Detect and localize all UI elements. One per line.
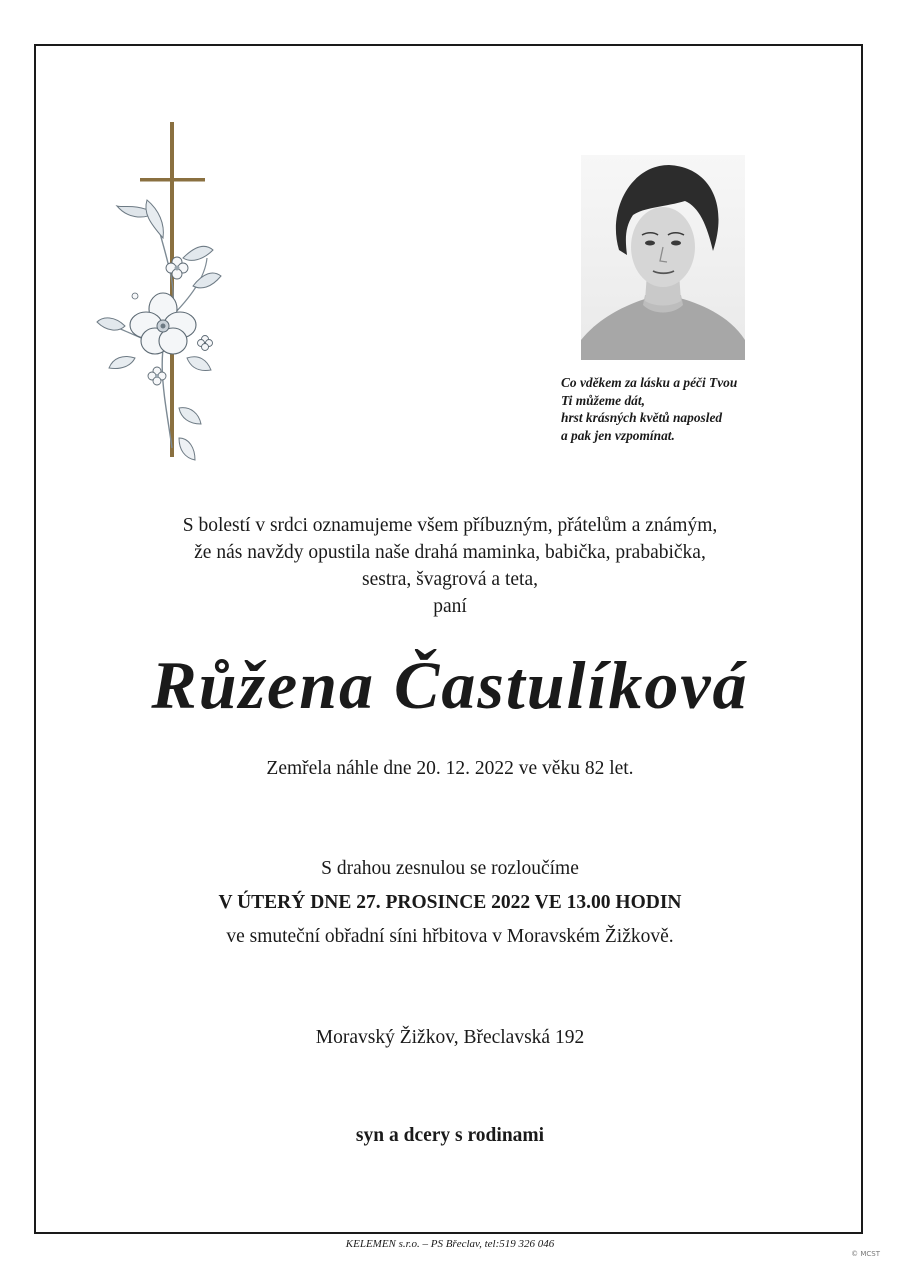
portrait-icon: [581, 155, 745, 360]
farewell-block: [60, 852, 840, 954]
farewell-place: ve smuteční obřadní síni hřbitova v Moravském Žižkově.: [226, 926, 674, 947]
intro-line: paní: [433, 596, 467, 617]
poem-line: a pak jen vzpomínat.: [561, 427, 675, 443]
farewell-date: V ÚTERÝ DNE 27. PROSINCE 2022 VE 13.00 HODIN: [218, 892, 682, 913]
poem-line: Ti můžeme dát,: [561, 392, 645, 408]
intro-line: sestra, švagrová a teta,: [362, 569, 538, 590]
signed-by: syn a dcery s rodinami: [355, 1125, 545, 1146]
intro-line: S bolestí v srdci oznamujeme všem příbuzným, přátelům a známým,: [182, 515, 718, 536]
footer-printer: KELEMEN s.r.o. – PS Břeclav, tel:519 326 046: [345, 1238, 555, 1250]
portrait-photo: [581, 155, 745, 360]
death-notice: Zemřela náhle dne 20. 12. 2022 ve věku 82 let.: [266, 758, 634, 779]
watermark: © MCST: [851, 1250, 880, 1258]
deceased-name: Růžena Častulíková: [151, 647, 749, 723]
poem-line: Co vděkem za lásku a péči Tvou: [561, 375, 738, 390]
announcement-intro: [60, 512, 840, 620]
cross-with-flowers-icon: [95, 118, 235, 478]
poem: [561, 374, 821, 444]
intro-line: že nás navždy opustila naše drahá maminka, babička, prababička,: [194, 542, 706, 563]
poem-line: hrst krásných květů naposled: [561, 410, 723, 425]
farewell-intro: S drahou zesnulou se rozloučíme: [321, 858, 579, 879]
address: Moravský Žižkov, Břeclavská 192: [315, 1027, 585, 1048]
